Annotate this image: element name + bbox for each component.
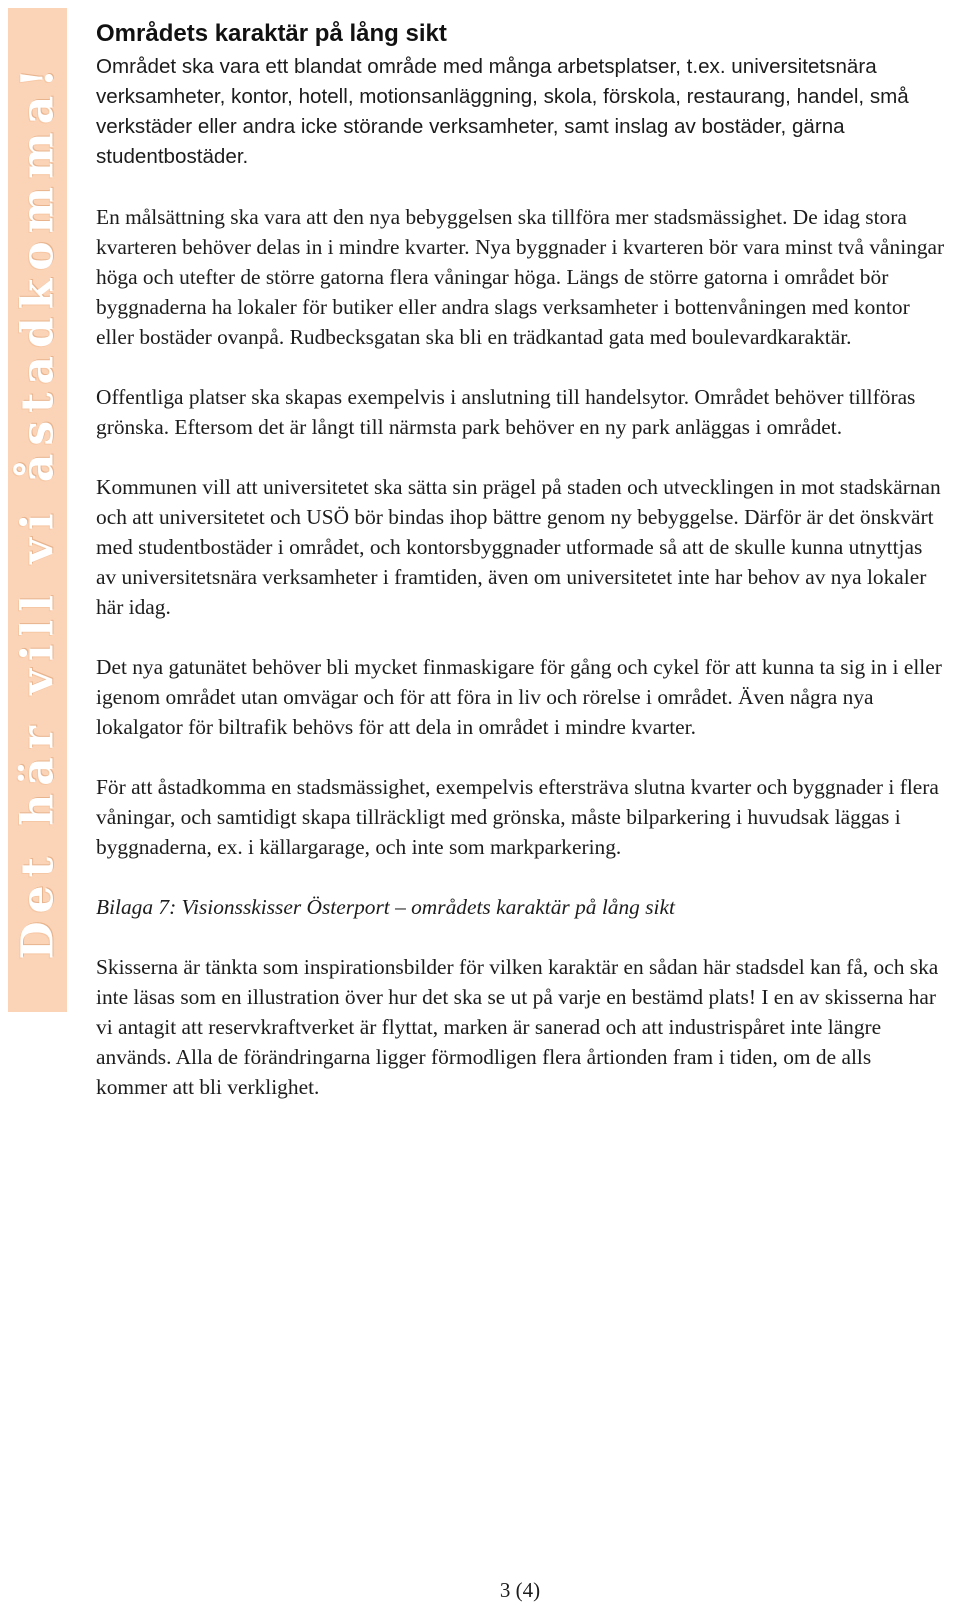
paragraph-parking: För att åstadkomma en stadsmässighet, exempelvis eftersträva slutna kvarter och byggnader i flera våningar, och samtidigt skapa tillräckligt med grönska, måste bilparkering i huvudsak läggas i byggnaderna, ex. i källargarage, och inte som markparkering. [96,775,939,859]
paragraph-urban-character: En målsättning ska vara att den nya bebyggelsen ska tillföra mer stadsmässighet. De idag stora kvarteren behöver delas in i mindre kvarter. Nya byggnader i kvarteren bör vara minst två våningar höga och utefter de större gatorna flera våningar höga. Längs de större gatorna i området bör byggnaderna ha lokaler för butiker eller andra slags verksamheter i bottenvåningen med kontor eller bostäder ovanpå. Rudbecksgatan ska bli en trädkantad gata med boulevardkaraktär. [96,205,945,349]
section-heading: Områdets karaktär på lång sikt [96,20,447,47]
paragraph-street-network: Det nya gatunätet behöver bli mycket finmaskigare för gång och cykel för att kunna ta sig in i eller igenom området utan omvägar och för att föra in liv och rörelse i området. Även några nya lokalgator för biltrafik behövs för att dela in området i mindre kvarter. [96,655,942,739]
paragraph-university: Kommunen vill att universitetet ska sätta sin prägel på staden och utvecklingen in mot stadskärnan och att universitetet och USÖ bör bindas ihop bättre genom ny bebyggelse. Därför är det önskvärt med studentbostäder i området, och kontorsbyggnader utformade så att de skulle kunna utnyttjas av universitetsnära verksamheter i framtiden, även om universitetet inte har behov av nya lokaler här idag. [96,475,941,619]
document-body [96,18,946,1132]
sidebar-band [8,8,67,1012]
paragraph-sketches: Skisserna är tänkta som inspirationsbilder för vilken karaktär en sådan här stadsdel kan få, och ska inte läsas som en illustration över hur det ska se ut på varje en bestämd plats! I en av skisserna har vi antagit att reservkraftverket är flyttat, marken är sanerad och att industrispåret inte längre används. Alla de förändringarna ligger förmodligen flera årtionden fram i tiden, om de alls kommer att bli verklighet. [96,955,939,1099]
appendix-caption: Bilaga 7: Visionsskisser Österport – områdets karaktär på lång sikt [96,895,675,919]
paragraph-public-spaces: Offentliga platser ska skapas exempelvis i anslutning till handelsytor. Området behöver tillföras grönska. Eftersom det är långt till närmsta park behöver en ny park anläggas i området. [96,385,916,439]
sidebar-title: Det här vill vi åstadkomma! [12,60,63,960]
paragraph-mixed-area: Området ska vara ett blandat område med många arbetsplatser, t.ex. universitetsnära verksamheter, kontor, hotell, motionsanläggning, skola, förskola, restaurang, handel, små verkstäder eller andra icke störande verksamheter, samt inslag av bostäder, gärna studentbostäder. [96,55,909,168]
page-number: 3 (4) [499,1578,541,1602]
